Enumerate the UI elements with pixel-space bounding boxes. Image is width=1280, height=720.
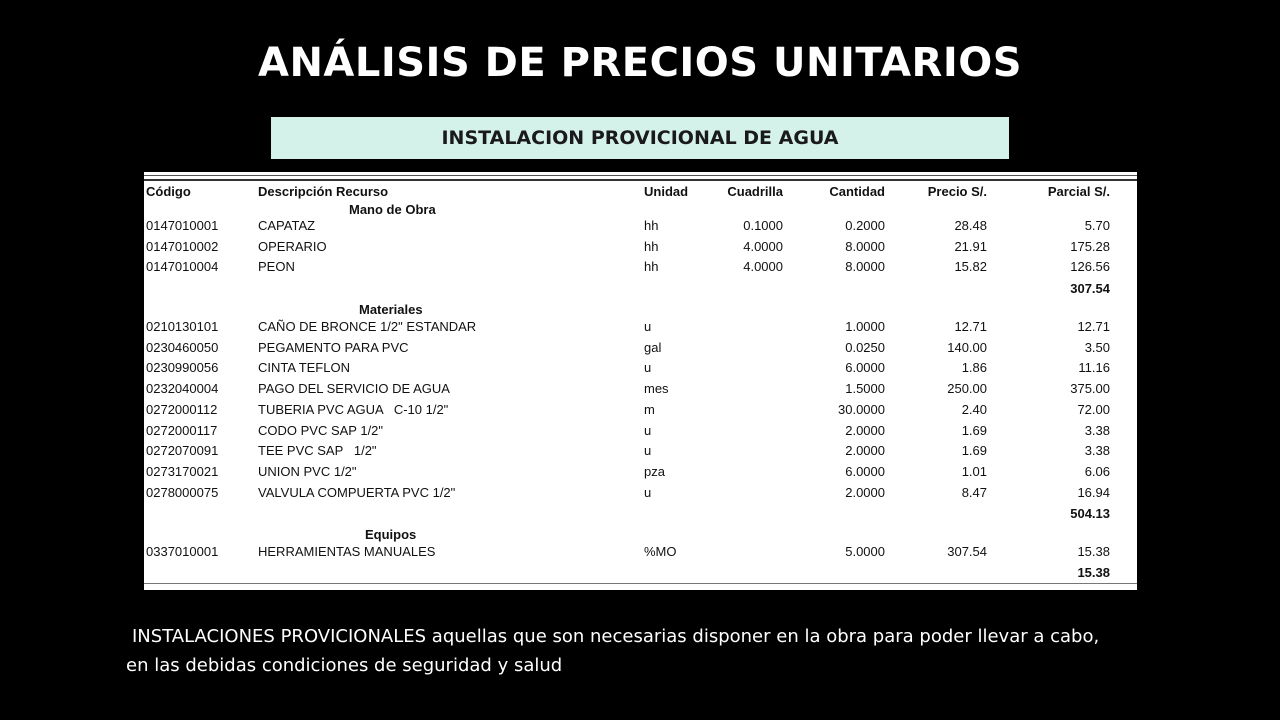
cell-descripcion: CINTA TEFLON [258,360,350,375]
cell-descripcion: PAGO DEL SERVICIO DE AGUA [258,381,450,396]
total-mano-de-obra: 307.54 [1070,281,1110,296]
cell-unidad: gal [644,340,662,355]
header-cantidad: Cantidad [829,184,885,199]
cell-unidad: mes [644,381,669,396]
cell-cantidad: 30.0000 [838,402,885,417]
cell-cantidad: 1.5000 [845,381,885,396]
cell-unidad: u [644,443,652,458]
cell-cantidad: 8.0000 [845,259,885,274]
cell-precio: 15.82 [954,259,987,274]
section-equipos: Equipos [365,527,417,542]
cell-precio: 2.40 [961,402,987,417]
cell-descripcion: CAÑO DE BRONCE 1/2" ESTANDAR [258,319,477,334]
cell-precio: 8.47 [961,485,987,500]
cell-cantidad: 0.2000 [845,218,885,233]
cell-descripcion: TUBERIA PVC AGUA C-10 1/2" [258,402,449,417]
cell-unidad: %MO [644,544,677,559]
cell-precio: 307.54 [947,544,987,559]
cell-parcial: 3.38 [1084,423,1110,438]
cell-parcial: 126.56 [1070,259,1110,274]
cell-unidad: hh [644,259,659,274]
unit-price-table [144,172,1137,590]
cell-unidad: hh [644,218,659,233]
cell-descripcion: UNION PVC 1/2" [258,464,357,479]
cell-parcial: 16.94 [1077,485,1110,500]
slide-title: ANÁLISIS DE PRECIOS UNITARIOS [257,40,1023,86]
cell-codigo: 0232040004 [146,381,219,396]
cell-cantidad: 5.0000 [845,544,885,559]
cell-descripcion: OPERARIO [258,239,327,254]
cell-codigo: 0337010001 [146,544,219,559]
subtitle-banner [271,117,1009,159]
cell-precio: 1.01 [961,464,987,479]
cell-cantidad: 1.0000 [845,319,885,334]
cell-descripcion: CAPATAZ [258,218,316,233]
cell-unidad: m [644,402,655,417]
cell-unidad: pza [644,464,665,479]
header-precio: Precio S/. [927,184,987,199]
cell-cantidad: 2.0000 [845,443,885,458]
cell-parcial: 375.00 [1070,381,1110,396]
cell-precio: 1.69 [961,423,987,438]
footer-description: INSTALACIONES PROVICIONALES aquellas que son necesarias disponer en la obra para poder llevar a cabo, en las debidas condiciones de seguridad y salud [126,626,1100,676]
cell-codigo: 0147010002 [146,239,219,254]
cell-cantidad: 2.0000 [845,485,885,500]
header-descripcion: Descripción Recurso [258,184,389,199]
cell-codigo: 0272000117 [146,423,218,438]
header-codigo: Código [146,184,191,199]
cell-cantidad: 6.0000 [845,464,885,479]
cell-precio: 28.48 [954,218,987,233]
section-mano-de-obra: Mano de Obra [349,202,436,217]
cell-cuadrilla: 4.0000 [743,259,783,274]
cell-codigo: 0272070091 [146,443,219,458]
cell-cantidad: 6.0000 [845,360,885,375]
cell-descripcion: TEE PVC SAP 1/2" [258,443,377,458]
cell-codigo: 0273170021 [146,464,219,479]
cell-unidad: u [644,319,652,334]
cell-precio: 1.69 [961,443,987,458]
total-equipos: 15.38 [1077,565,1110,580]
cell-precio: 250.00 [947,381,987,396]
cell-parcial: 6.06 [1084,464,1110,479]
cell-cuadrilla: 0.1000 [743,218,783,233]
section-materiales: Materiales [359,302,423,317]
cell-descripcion: PEON [258,259,295,274]
cell-descripcion: CODO PVC SAP 1/2" [258,423,384,438]
cell-parcial: 15.38 [1077,544,1110,559]
cell-precio: 140.00 [947,340,987,355]
cell-unidad: u [644,485,652,500]
cell-parcial: 3.38 [1084,443,1110,458]
cell-unidad: hh [644,239,659,254]
cell-codigo: 0278000075 [146,485,219,500]
cell-codigo: 0230990056 [146,360,219,375]
cell-precio: 12.71 [954,319,987,334]
cell-unidad: u [644,360,652,375]
cell-parcial: 175.28 [1070,239,1110,254]
header-cuadrilla: Cuadrilla [727,184,783,199]
cell-descripcion: HERRAMIENTAS MANUALES [258,544,436,559]
cell-precio: 21.91 [954,239,987,254]
cell-unidad: u [644,423,652,438]
cell-cantidad: 8.0000 [845,239,885,254]
cell-parcial: 72.00 [1077,402,1110,417]
cell-descripcion: PEGAMENTO PARA PVC [258,340,409,355]
cell-cantidad: 0.0250 [845,340,885,355]
header-parcial: Parcial S/. [1047,184,1110,199]
cell-cantidad: 2.0000 [845,423,885,438]
cell-parcial: 12.71 [1077,319,1110,334]
table-top-rule [144,175,1137,176]
header-unidad: Unidad [644,184,689,199]
cell-codigo: 0272000112 [146,402,218,417]
cell-codigo: 0210130101 [146,319,219,334]
cell-codigo: 0147010001 [146,218,219,233]
cell-parcial: 11.16 [1078,360,1110,375]
cell-codigo: 0230460050 [146,340,219,355]
total-materiales: 504.13 [1070,506,1110,521]
cell-descripcion: VALVULA COMPUERTA PVC 1/2" [258,485,456,500]
table-top-rule-thick [144,179,1137,181]
table-bottom-rule [144,583,1137,584]
cell-codigo: 0147010004 [146,259,219,274]
cell-precio: 1.86 [961,360,987,375]
subtitle-text: INSTALACION PROVICIONAL DE AGUA [441,127,839,149]
cell-cuadrilla: 4.0000 [743,239,783,254]
cell-parcial: 5.70 [1084,218,1110,233]
cell-parcial: 3.50 [1084,340,1110,355]
